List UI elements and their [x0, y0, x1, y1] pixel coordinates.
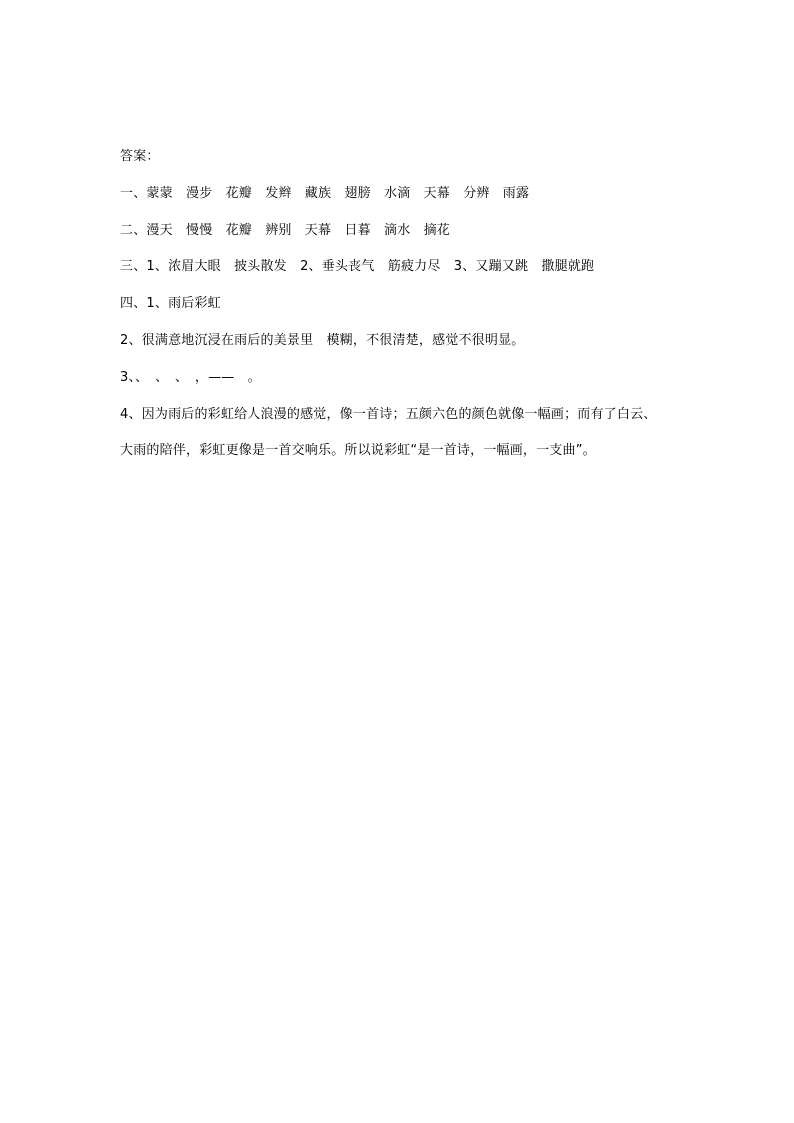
answer-line-8: 大雨的陪伴，彩虹更像是一首交响乐。所以说彩虹“是一首诗，一幅画，一支曲”。 — [120, 443, 596, 459]
answer-line-4: 四、1、雨后彩虹 — [120, 296, 221, 312]
answer-line-3: 三、1、浓眉大眼 披头散发 2、垂头丧气 筋疲力尽 3、又蹦又跳 撒腿就跑 — [120, 259, 595, 275]
answer-line-7: 4、因为雨后的彩虹给人浪漫的感觉，像一首诗；五颜六色的颜色就像一幅画；而有了白云、 — [120, 406, 657, 422]
answer-section — [120, 146, 690, 477]
answer-line-1: 一、蒙蒙 漫步 花瓣 发辫 藏族 翅膀 水滴 天幕 分辨 雨露 — [120, 185, 530, 201]
answer-line-5: 2、很满意地沉浸在雨后的美景里 模糊，不很清楚，感觉不很明显。 — [120, 332, 525, 348]
answer-line-2: 二、漫天 慢慢 花瓣 辨别 天幕 日暮 滴水 摘花 — [120, 222, 451, 238]
answer-line-6: 3、、 、 、 ，—— 。 — [120, 369, 261, 385]
answer-heading: 答案： — [120, 149, 160, 164]
